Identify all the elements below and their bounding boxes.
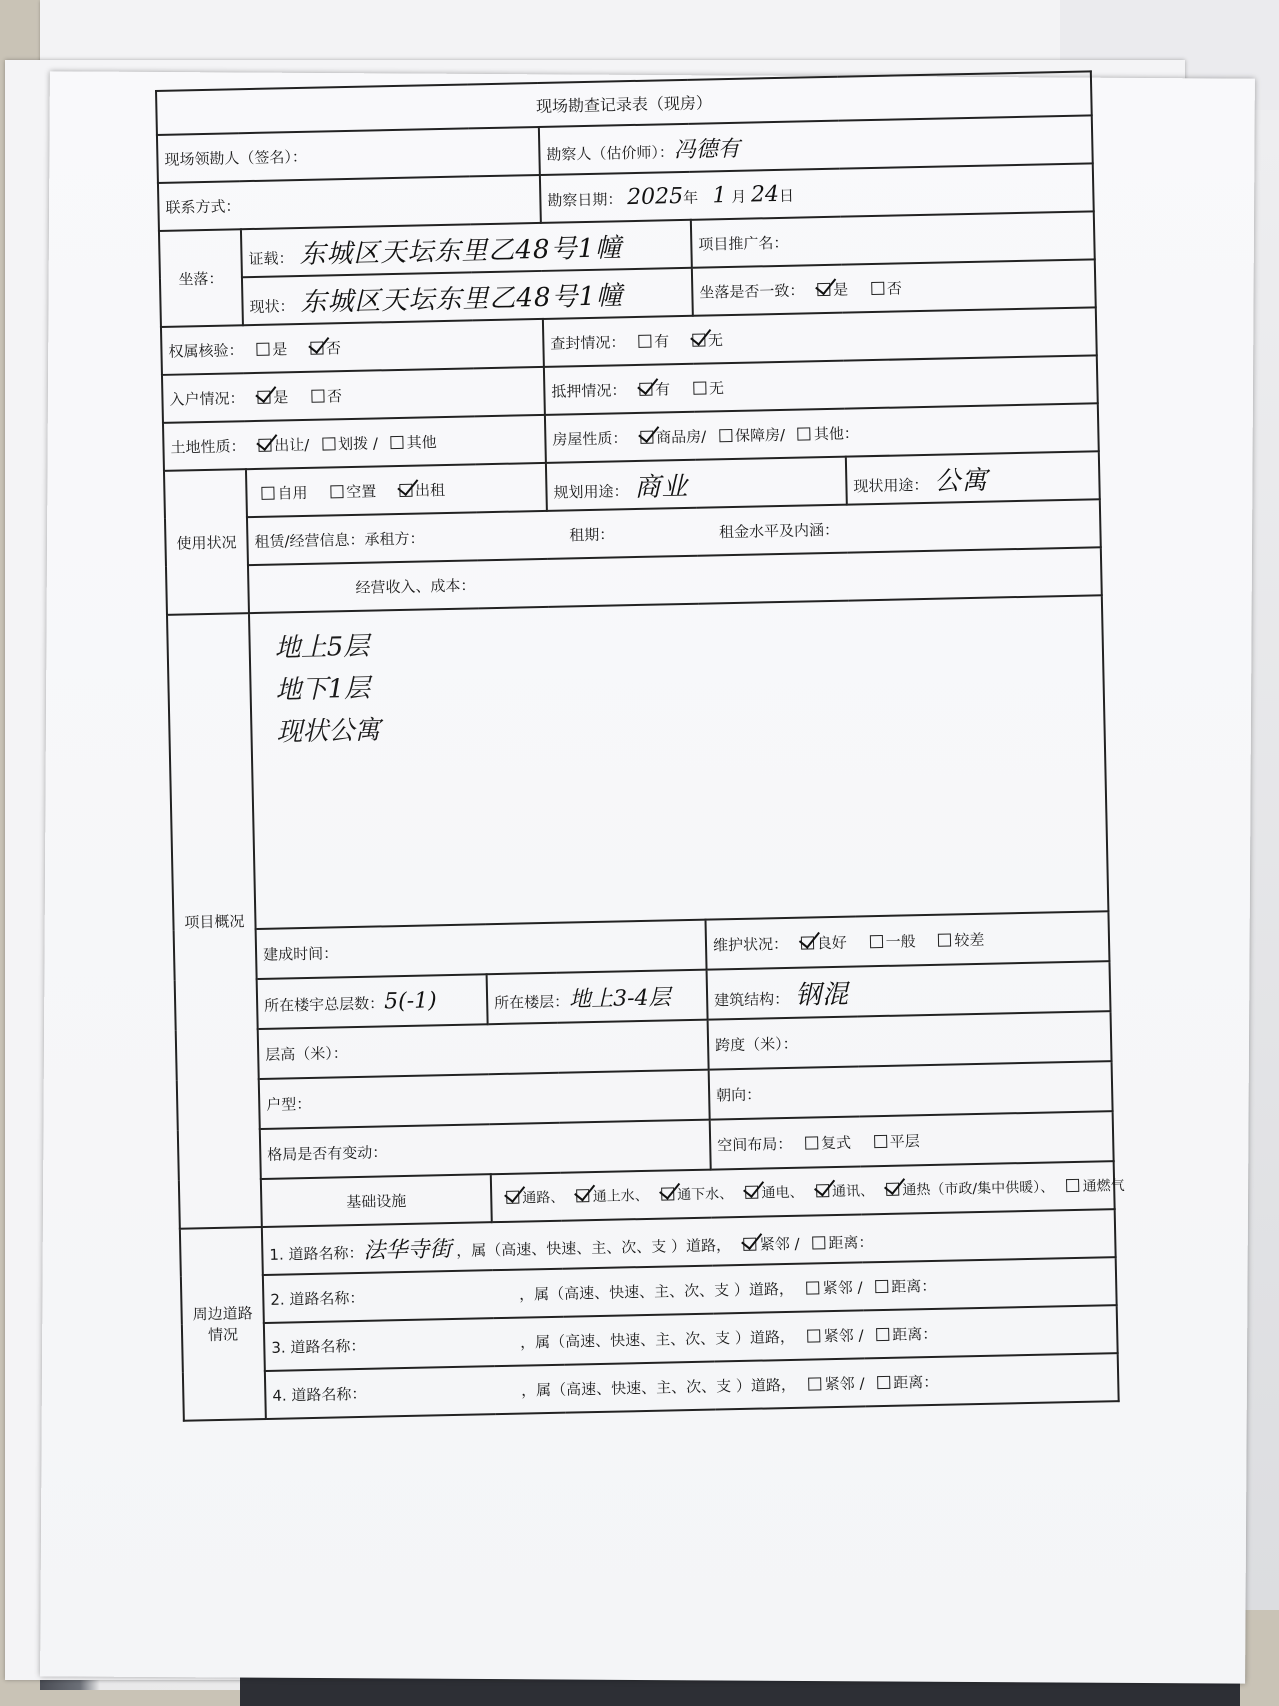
- infra-water-supply-label: 通上水、: [592, 1187, 649, 1206]
- promo-name-cell: [691, 211, 1095, 267]
- adjacent-checkbox[interactable]: [807, 1281, 820, 1294]
- road-type: ，属（高速、快速、主、次、支 ）道路，: [519, 1327, 796, 1352]
- maint-avg-label: 一般: [885, 931, 916, 951]
- month-unit: 月: [731, 187, 747, 206]
- total-floors-cell: [257, 974, 488, 1029]
- contact-label: 联系方式：: [165, 196, 241, 217]
- seizure-none-label: 无: [707, 330, 724, 349]
- entry-yes-checkbox[interactable]: [257, 390, 270, 403]
- planned-use-value: 商业: [634, 471, 689, 503]
- location-match-label: 坐落是否一致：: [699, 280, 805, 302]
- road-type: ，属（高速、快速、主、次、支 ）道路，: [520, 1375, 797, 1400]
- house-commercial-label: 商品房/: [655, 427, 707, 447]
- infra-drainage-checkbox[interactable]: [661, 1187, 674, 1200]
- maintenance-label: 维护状况：: [712, 934, 789, 954]
- distance-sep: /: [857, 1277, 868, 1297]
- actual-location-value: 东城区天坛东里乙48号1幢: [300, 280, 624, 318]
- survey-date-month: 1: [712, 182, 727, 208]
- rent-level-label: 租金水平及内涵：: [718, 520, 840, 541]
- land-nature-cell: [163, 415, 546, 471]
- ownership-label: 权属核验：: [168, 340, 244, 361]
- adjacent-checkbox[interactable]: [808, 1329, 821, 1342]
- structure-cell: [707, 961, 1111, 1019]
- roads-label: [180, 1227, 266, 1421]
- site-guide-label: 现场领勘人（签名）：: [164, 147, 308, 169]
- duplex-checkbox[interactable]: [805, 1136, 818, 1149]
- adjacent-label: 紧邻: [823, 1326, 854, 1345]
- land-transfer-label: 出让/: [274, 435, 310, 455]
- adjacent-label: 紧邻: [822, 1278, 853, 1297]
- overview-note-line: 现状公寓: [276, 715, 381, 748]
- adjacent-label: 紧邻: [824, 1374, 855, 1393]
- lease-info-label: 租赁/经营信息：承租方：: [254, 528, 425, 551]
- space-layout-cell: [710, 1111, 1114, 1169]
- duplex-label: 复式: [820, 1133, 852, 1152]
- span-cell: [708, 1011, 1112, 1069]
- infra-gas-label: 通燃气: [1082, 1177, 1125, 1195]
- land-allocated-checkbox[interactable]: [322, 437, 335, 450]
- land-nature-label: 土地性质：: [170, 436, 246, 457]
- total-floors-label: 所在楼宇总层数：: [264, 993, 385, 1015]
- house-nature-label: 房屋性质：: [552, 428, 628, 449]
- road-type: ，属（高速、快速、主、次、支 ）道路，: [518, 1279, 795, 1304]
- use-rent-label: 出租: [414, 480, 446, 500]
- planned-use-label: 规划用途：: [553, 481, 629, 502]
- adjacent-checkbox[interactable]: [809, 1377, 822, 1390]
- seizure-label: 查封情况：: [550, 332, 626, 353]
- distance-sep: /: [858, 1325, 869, 1345]
- distance-sep: /: [859, 1373, 870, 1393]
- distance-checkbox[interactable]: [812, 1236, 825, 1249]
- infra-heating-checkbox[interactable]: [886, 1183, 899, 1196]
- land-transfer-checkbox[interactable]: [258, 438, 271, 451]
- infra-heating-label: 通热（市政/集中供暖）、: [902, 1179, 1055, 1199]
- road-prefix: 1. 道路名称：: [269, 1243, 364, 1264]
- road-prefix: 2. 道路名称：: [270, 1288, 365, 1309]
- site-guide-cell: [157, 127, 540, 183]
- house-other-checkbox[interactable]: [798, 427, 811, 440]
- survey-date-label: 勘察日期：: [547, 189, 623, 210]
- entry-no-label: 否: [326, 386, 343, 405]
- ownership-yes-label: 是: [272, 339, 288, 359]
- survey-date-day: 24: [750, 181, 780, 208]
- house-affordable-checkbox[interactable]: [719, 428, 732, 441]
- distance-label: 距离：: [828, 1232, 874, 1252]
- floor-value: 地上3-4层: [568, 984, 671, 1013]
- layout-change-label: 格局是否有变动：: [267, 1142, 388, 1164]
- seizure-have-label: 有: [653, 331, 670, 351]
- income-label: 经营收入、成本：: [355, 575, 476, 597]
- overview-note-line: 地上5层: [274, 631, 370, 664]
- use-self-label: 自用: [277, 483, 308, 503]
- adjacent-label: 紧邻: [759, 1234, 790, 1254]
- orientation-cell: [709, 1061, 1113, 1119]
- form-title: 现场勘查记录表（现房）: [156, 71, 1092, 135]
- built-time-label: 建成时间：: [262, 943, 339, 964]
- infra-water-supply-checkbox[interactable]: [577, 1189, 590, 1202]
- house-commercial-checkbox[interactable]: [640, 430, 653, 443]
- road-name: 法华寺街: [363, 1236, 452, 1264]
- seizure-none-checkbox[interactable]: [692, 333, 705, 346]
- mortgage-have-checkbox[interactable]: [639, 382, 652, 395]
- location-match-cell: [692, 259, 1096, 315]
- use-self-checkbox[interactable]: [261, 486, 274, 499]
- entry-cell: [162, 367, 545, 423]
- infra-gas-checkbox[interactable]: [1066, 1179, 1079, 1192]
- entry-yes-label: 是: [273, 387, 289, 407]
- seizure-have-checkbox[interactable]: [638, 334, 651, 347]
- planned-use-cell: [546, 457, 847, 511]
- land-other-label: 其他: [406, 432, 437, 452]
- orientation-label: 朝向：: [715, 1085, 762, 1104]
- distance-label: 距离：: [892, 1324, 938, 1344]
- survey-date-year: 2025: [626, 183, 684, 210]
- total-floors-value: 5(-1): [383, 987, 437, 1014]
- mortgage-have-label: 有: [654, 379, 671, 399]
- year-unit: 年: [682, 188, 699, 207]
- distance-label: 距离：: [891, 1276, 937, 1296]
- structure-label: 建筑结构：: [713, 989, 790, 1009]
- ownership-yes-checkbox[interactable]: [256, 342, 269, 355]
- overview-note-line: 地下1层: [275, 673, 371, 706]
- maint-avg-checkbox[interactable]: [869, 934, 882, 947]
- use-vacant-checkbox[interactable]: [330, 485, 343, 498]
- actual-label: 现状：: [249, 296, 295, 316]
- flat-label: 平层: [889, 1131, 920, 1151]
- maintenance-cell: [705, 911, 1109, 969]
- road-prefix: 3. 道路名称：: [271, 1336, 366, 1357]
- infra-label: 基础设施: [261, 1174, 492, 1227]
- distance-sep: /: [794, 1234, 805, 1253]
- match-yes-checkbox[interactable]: [817, 282, 830, 295]
- usage-options-cell: [246, 463, 547, 517]
- road-prefix: 4. 道路名称：: [272, 1384, 367, 1405]
- height-label: 层高（米）：: [265, 1043, 348, 1064]
- house-other-label: 其他：: [813, 423, 860, 443]
- floor-label: 所在楼层：: [493, 992, 570, 1012]
- distance-checkbox[interactable]: [876, 1327, 889, 1340]
- span-label: 跨度（米）：: [714, 1034, 798, 1054]
- survey-record-form: [155, 70, 1125, 1469]
- infra-telecom-label: 通讯、: [831, 1183, 875, 1201]
- unit-type-label: 户型：: [266, 1094, 312, 1114]
- contact-cell: [158, 175, 541, 231]
- current-use-label: 现状用途：: [853, 475, 929, 495]
- maint-poor-label: 较差: [954, 930, 985, 949]
- ownership-cell: [161, 319, 544, 375]
- infra-telecom-checkbox[interactable]: [816, 1184, 829, 1197]
- use-rent-checkbox[interactable]: [399, 483, 412, 496]
- mortgage-label: 抵押情况：: [551, 380, 627, 401]
- floor-cell: [487, 970, 708, 1025]
- infra-power-label: 通电、: [761, 1184, 804, 1202]
- match-yes-label: 是: [832, 280, 849, 299]
- flat-checkbox[interactable]: [874, 1134, 887, 1147]
- roads-label-line2: 情况: [207, 1325, 239, 1345]
- entry-label: 入户情况：: [169, 388, 245, 409]
- maint-good-checkbox[interactable]: [801, 936, 814, 949]
- surveyor-signature: 冯德有: [673, 136, 741, 163]
- match-no-label: 否: [886, 278, 903, 298]
- infra-road-label: 通路、: [522, 1189, 565, 1207]
- current-use-value: 公寓: [934, 465, 989, 497]
- overview-notes-cell: [249, 595, 1109, 929]
- distance-checkbox[interactable]: [875, 1279, 888, 1292]
- road-type: ，属（高速、快速、主、次、支 ）道路，: [456, 1235, 732, 1260]
- day-unit: 日: [778, 186, 795, 205]
- infra-road-checkbox[interactable]: [506, 1191, 519, 1204]
- roads-label-line1: 周边道路: [192, 1304, 253, 1324]
- land-allocated-label: 划拨 /: [337, 433, 379, 453]
- form-table: [155, 70, 1125, 1421]
- use-vacant-label: 空置: [346, 481, 377, 501]
- distance-checkbox[interactable]: [877, 1375, 890, 1388]
- infra-power-checkbox[interactable]: [745, 1186, 758, 1199]
- maint-good-label: 良好: [816, 933, 847, 952]
- adjacent-checkbox[interactable]: [744, 1237, 757, 1250]
- ownership-no-checkbox[interactable]: [310, 341, 323, 354]
- infra-drainage-label: 通下水、: [677, 1186, 734, 1204]
- maint-poor-checkbox[interactable]: [938, 933, 951, 946]
- cert-location-value: 东城区天坛东里乙48号1幢: [299, 232, 623, 270]
- location-label: 坐落：: [159, 229, 243, 327]
- house-affordable-label: 保障房/: [734, 425, 786, 445]
- structure-value: 钢混: [794, 979, 850, 1011]
- lease-term-label: 租期：: [569, 524, 615, 544]
- match-no-checkbox[interactable]: [871, 281, 884, 294]
- overview-label: 项目概况: [167, 613, 262, 1229]
- current-use-cell: [846, 451, 1100, 504]
- land-other-checkbox[interactable]: [391, 435, 404, 448]
- surveyor-label: 勘察人（估价师）：: [546, 142, 675, 164]
- entry-no-checkbox[interactable]: [311, 389, 324, 402]
- cert-label: 证载：: [248, 248, 294, 268]
- promo-name-label: 项目推广名：: [698, 233, 789, 254]
- usage-label: 使用状况: [164, 469, 249, 615]
- mortgage-none-label: 无: [708, 378, 725, 397]
- space-layout-label: 空间布局：: [717, 1134, 793, 1154]
- distance-label: 距离：: [893, 1372, 939, 1392]
- mortgage-none-checkbox[interactable]: [693, 381, 706, 394]
- ownership-no-label: 否: [325, 338, 342, 357]
